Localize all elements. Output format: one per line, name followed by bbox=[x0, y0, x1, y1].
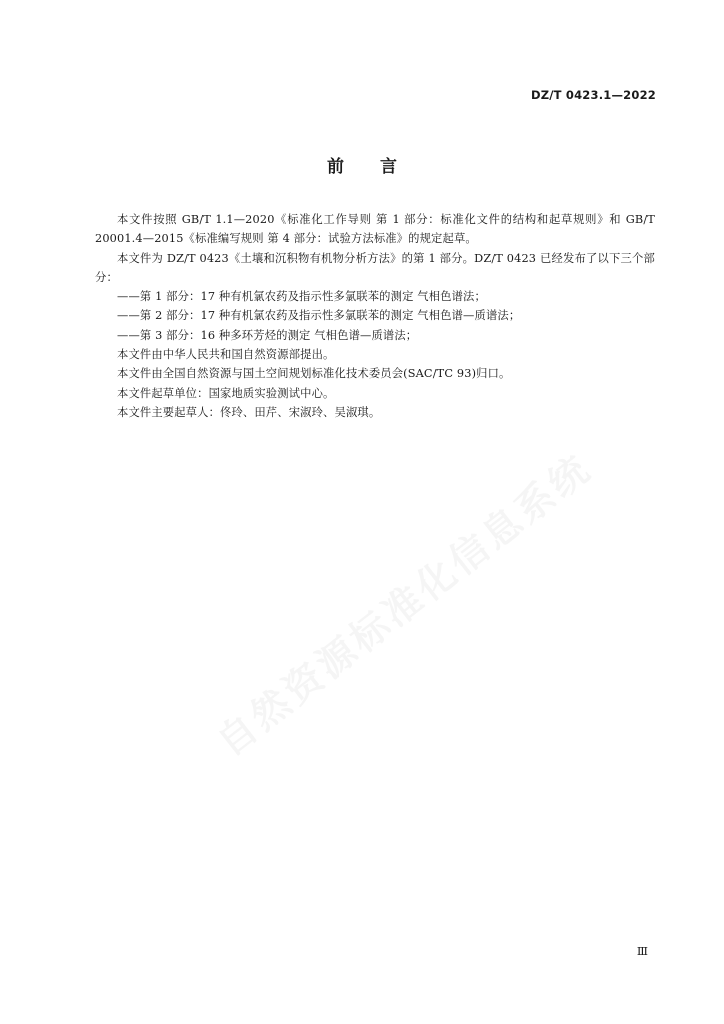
document-code: DZ/T 0423.1—2022 bbox=[530, 88, 656, 102]
page-title bbox=[0, 152, 724, 177]
list-item: ——第 3 部分：16 种多环芳烃的测定 气相色谱—质谱法； bbox=[117, 328, 418, 342]
list-item: ——第 1 部分：17 种有机氯农药及指示性多氯联苯的测定 气相色谱法； bbox=[117, 290, 486, 304]
paragraph-proposer: 本文件由中华人民共和国自然资源部提出。 bbox=[117, 348, 335, 362]
title-char-1: 前 bbox=[327, 157, 344, 177]
paragraph-drafters: 本文件主要起草人：佟玲、田芹、宋淑玲、吴淑琪。 bbox=[117, 405, 381, 419]
list-item: ——第 2 部分：17 种有机氯农药及指示性多氯联苯的测定 气相色谱—质谱法； bbox=[117, 309, 521, 323]
paragraph-drafting-unit: 本文件起草单位：国家地质实验测试中心。 bbox=[117, 386, 335, 400]
paragraph-drafting-rules: 本文件按照 GB/T 1.1—2020《标准化工作导则 第 1 部分：标准化文件的结构和起草规则》和 GB/T 20001.4—2015《标准编写规则 第 4 部分：试验方法标准》的规定起草。 bbox=[95, 213, 655, 246]
watermark: 自然资源标准化信息系统 bbox=[208, 445, 601, 765]
title-char-2: 言 bbox=[380, 157, 397, 177]
paragraph-part-description: 本文件为 DZ/T 0423《土壤和沉积物有机物分析方法》的第 1 部分。DZ/T 0423 已经发布了以下三个部分： bbox=[95, 251, 655, 284]
foreword-body bbox=[95, 210, 655, 422]
page-number: Ⅲ bbox=[636, 944, 648, 958]
paragraph-committee: 本文件由全国自然资源与国土空间规划标准化技术委员会(SAC/TC 93)归口。 bbox=[117, 367, 511, 381]
